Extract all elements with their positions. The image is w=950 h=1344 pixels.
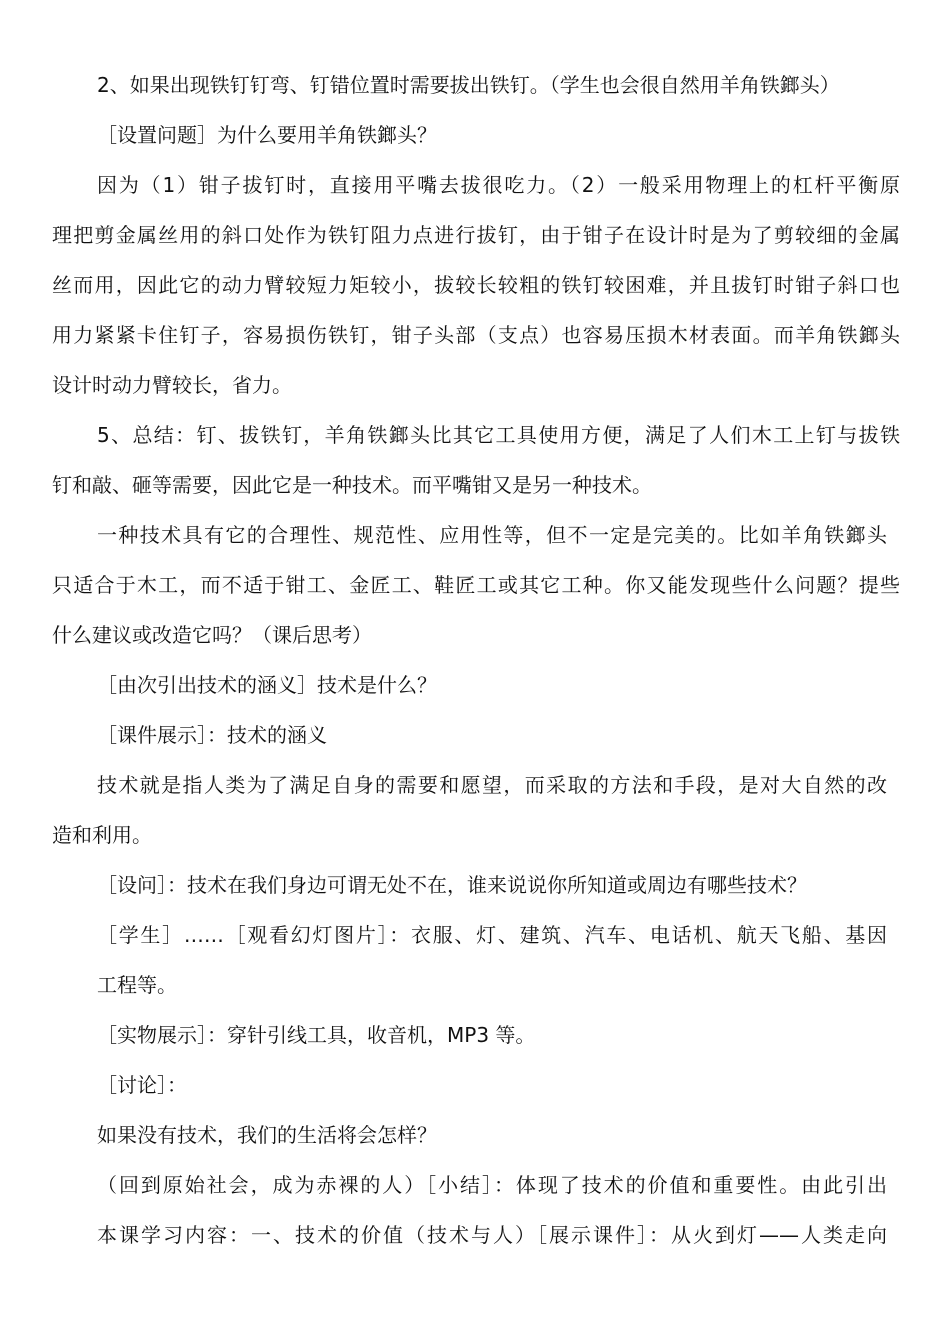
text-line: 因为（1）钳子拔钉时，直接用平嘴去拔很吃力。（2）一般采用物理上的杠杆平衡原 [97, 173, 900, 197]
text-line: 本课学习内容：一、技术的价值（技术与人）［展示课件］：从火到灯——人类走向 [97, 1223, 887, 1247]
text-line: ［实物展示］：穿针引线工具，收音机，MP3 等。 [97, 1023, 536, 1047]
text-line: ［设问］：技术在我们身边可谓无处不在，谁来说说你所知道或周边有哪些技术？ [97, 873, 807, 897]
text-line: ［学生］……［观看幻灯图片］：衣服、灯、建筑、汽车、电话机、航天飞船、基因 [97, 923, 887, 947]
text-line: 如果没有技术，我们的生活将会怎样？ [97, 1123, 437, 1147]
text-line: ［讨论］： [97, 1073, 187, 1097]
text-line: 工程等。 [97, 973, 177, 997]
text-line: 技术就是指人类为了满足自身的需要和愿望，而采取的方法和手段，是对大自然的改 [97, 773, 887, 797]
text-line: 造和利用。 [52, 823, 152, 847]
text-line: 一种技术具有它的合理性、规范性、应用性等，但不一定是完美的。比如羊角铁鎯头 [97, 523, 887, 547]
text-line: 什么建议或改造它吗？（课后思考） [52, 623, 372, 647]
text-line: 设计时动力臂较长，省力。 [52, 373, 292, 397]
text-line: 钉和敲、砸等需要，因此它是一种技术。而平嘴钳又是另一种技术。 [52, 473, 652, 497]
text-line: 理把剪金属丝用的斜口处作为铁钉阻力点进行拔钉，由于钳子在设计时是为了剪较细的金属 [52, 223, 900, 247]
text-line: ［课件展示］：技术的涵义 [97, 723, 327, 747]
text-line: 5、总结：钉、拔铁钉，羊角铁鎯头比其它工具使用方便，满足了人们木工上钉与拔铁 [97, 423, 900, 447]
text-line: 2、如果出现铁钉钉弯、钉错位置时需要拔出铁钉。（学生也会很自然用羊角铁鎯头） [97, 73, 840, 97]
text-line: 只适合于木工，而不适于钳工、金匠工、鞋匠工或其它工种。你又能发现些什么问题？提些 [52, 573, 900, 597]
text-line: 用力紧紧卡住钉子，容易损伤铁钉，钳子头部（支点）也容易压损木材表面。而羊角铁鎯头 [52, 323, 900, 347]
text-line: （回到原始社会，成为赤裸的人）［小结］：体现了技术的价值和重要性。由此引出 [97, 1173, 887, 1197]
text-line: ［设置问题］为什么要用羊角铁鎯头？ [97, 123, 437, 147]
text-line: ［由次引出技术的涵义］技术是什么？ [97, 673, 437, 697]
text-line: 丝而用，因此它的动力臂较短力矩较小，拔较长较粗的铁钉较困难，并且拔钉时钳子斜口也 [52, 273, 900, 297]
